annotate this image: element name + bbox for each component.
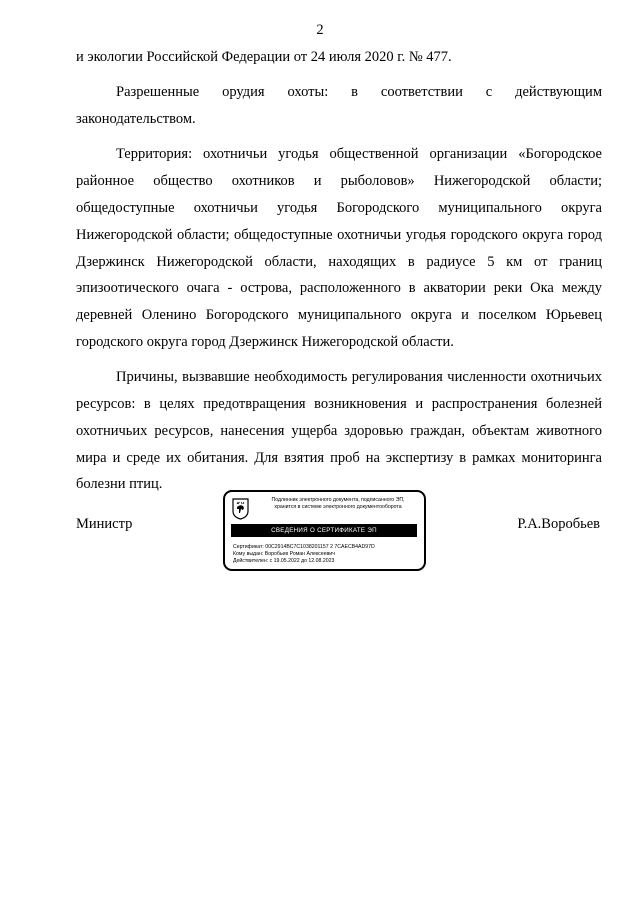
signer-position: Министр: [76, 516, 133, 532]
stamp-header: СВЕДЕНИЯ О СЕРТИФИКАТЕ ЭП: [231, 524, 417, 537]
stamp-validity-row: [233, 558, 419, 565]
validity-value: с 19.05.2022 до 12.08.2023: [269, 558, 335, 564]
paragraph-hunting-tools: Разрешенные орудия охоты: в соответствии с действующим законодательством.: [76, 84, 602, 128]
certificate-value: 00C2914BC7C1038201157 2 7CAECB4AD97D: [265, 544, 375, 550]
issued-to-label: Кому выдан:: [233, 551, 264, 557]
issued-to-value: Воробьев Роман Алексеевич: [264, 551, 335, 557]
stamp-certificate-row: [233, 544, 419, 551]
stamp-issued-to-row: [233, 551, 419, 558]
paragraph-territory: Территория: охотничьи угодья общественной организации «Богородское районное общество охотников и рыболовов» Нижегородской области; общедоступные охотничьи угодья Богородского муниципального округа Нижегородской области; общедоступные охотничьи угодья городского округа город Дзержинск Нижегородской области, находящих в радиусе 5 км от границ эпизоотического очага - острова, расположенного в акватории реки Ока между деревней Оленино Богородского муниципального округа и поселком Юрьевец городского округа город Дзержинск Нижегородской области.: [76, 146, 602, 350]
document-body: [76, 44, 602, 507]
signer-name: Р.А.Воробьев: [517, 516, 600, 532]
validity-label: Действителен:: [233, 558, 269, 564]
stamp-notice-line1: Подлинник электронного документа, подписанного ЭП,: [271, 497, 405, 503]
nizhny-novgorod-deer-emblem-icon: [232, 498, 249, 520]
paragraph-continuation: и экологии Российской Федерации от 24 июля 2020 г. № 477.: [76, 49, 452, 65]
page-number: 2: [316, 22, 324, 38]
electronic-signature-stamp: [223, 490, 426, 571]
stamp-notice: [253, 497, 423, 512]
paragraph-reasons: Причины, вызвавшие необходимость регулирования численности охотничьих ресурсов: в целях предотвращения возникновения и распространения болезней охотничьих ресурсов, нанесения ущерба здоровью граждан, объектам животного мира и среде их обитания. Для взятия проб на экспертизу в рамках мониторинга болезни птиц.: [76, 369, 602, 493]
stamp-notice-line2: хранится в системе электронного документооборота: [274, 504, 402, 511]
certificate-label: Сертификат:: [233, 544, 264, 550]
stamp-details: [233, 544, 419, 565]
